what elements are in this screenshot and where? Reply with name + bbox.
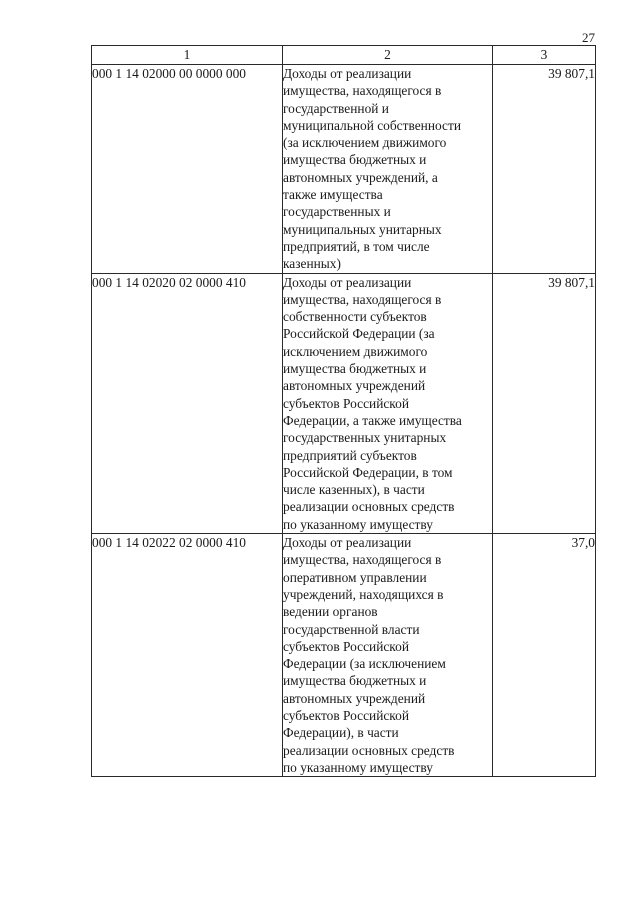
revenue-name-line: имущества, находящегося в xyxy=(283,552,442,568)
revenue-name-line: Российской Федерации (за xyxy=(283,326,435,342)
revenue-name-line: Доходы от реализации xyxy=(283,66,412,81)
revenue-name-line: также имущества xyxy=(283,187,383,203)
revenue-name-line: имущества, находящегося в xyxy=(283,83,442,99)
revenue-name-line: числе казенных), в части xyxy=(283,482,425,498)
table-row xyxy=(92,534,596,777)
revenue-name-line: собственности субъектов xyxy=(283,309,427,325)
revenue-name-line: Федерации), в части xyxy=(283,725,399,741)
revenue-name-line: государственных и xyxy=(283,204,391,220)
revenue-name-line: Федерации, а также имущества xyxy=(283,412,462,428)
page-number: 27 xyxy=(582,30,595,45)
revenue-name-line: казенных) xyxy=(283,256,341,272)
revenue-name-line: реализации основных средств xyxy=(283,499,455,515)
amount-value: 39 807,1 xyxy=(493,65,596,274)
revenue-name-line: предприятий, в том числе xyxy=(283,238,430,254)
revenue-name-line: по указанному имуществу xyxy=(283,516,433,532)
revenue-table xyxy=(91,45,596,777)
table-row xyxy=(92,65,596,274)
revenue-name-line: имущества бюджетных и xyxy=(283,673,427,689)
revenue-name-line: имущества, находящегося в xyxy=(283,291,442,307)
classification-code: 000 1 14 02022 02 0000 410 xyxy=(92,534,283,777)
revenue-name-line: Доходы от реализации xyxy=(283,274,412,290)
classification-code: 000 1 14 02000 00 0000 000 xyxy=(92,65,283,274)
revenue-name-line: оперативном управлении xyxy=(283,569,427,585)
header-row xyxy=(92,46,596,65)
revenue-name-line: государственной власти xyxy=(283,621,420,637)
revenue-name-line: ведении органов xyxy=(283,604,378,620)
revenue-name-line: имущества бюджетных и xyxy=(283,361,427,377)
revenue-name xyxy=(283,534,493,777)
table-row xyxy=(92,273,596,533)
revenue-name-line: Доходы от реализации xyxy=(283,535,412,551)
revenue-name-line: (за исключением движимого xyxy=(283,135,447,151)
revenue-name-line: по указанному имуществу xyxy=(283,759,433,775)
classification-code: 000 1 14 02020 02 0000 410 xyxy=(92,273,283,533)
revenue-name-line: автономных учреждений xyxy=(283,690,426,706)
revenue-name-line: учреждений, находящихся в xyxy=(283,586,444,602)
revenue-name-line: предприятий субъектов xyxy=(283,447,417,463)
revenue-name-line: Федерации (за исключением xyxy=(283,656,446,672)
header-amount: 3 xyxy=(493,46,596,65)
revenue-name-line: государственных унитарных xyxy=(283,430,447,446)
revenue-name-line: Российской Федерации, в том xyxy=(283,464,453,480)
revenue-name-line: имущества бюджетных и xyxy=(283,152,427,168)
revenue-name-line: государственной и xyxy=(283,100,389,116)
amount-value: 37,0 xyxy=(493,534,596,777)
revenue-name-line: муниципальных унитарных xyxy=(283,221,442,237)
revenue-name-line: реализации основных средств xyxy=(283,742,455,758)
revenue-name-line: субъектов Российской xyxy=(283,395,409,411)
revenue-name-line: исключением движимого xyxy=(283,343,428,359)
revenue-name-line: автономных учреждений, а xyxy=(283,169,438,185)
amount-value: 39 807,1 xyxy=(493,273,596,533)
revenue-name-line: субъектов Российской xyxy=(283,638,409,654)
revenue-name-line: муниципальной собственности xyxy=(283,117,461,133)
revenue-name-line: автономных учреждений xyxy=(283,378,426,394)
revenue-name-line: субъектов Российской xyxy=(283,707,409,723)
header-code: 1 xyxy=(92,46,283,65)
header-name: 2 xyxy=(283,46,493,65)
revenue-name xyxy=(283,65,493,274)
revenue-name xyxy=(283,273,493,533)
